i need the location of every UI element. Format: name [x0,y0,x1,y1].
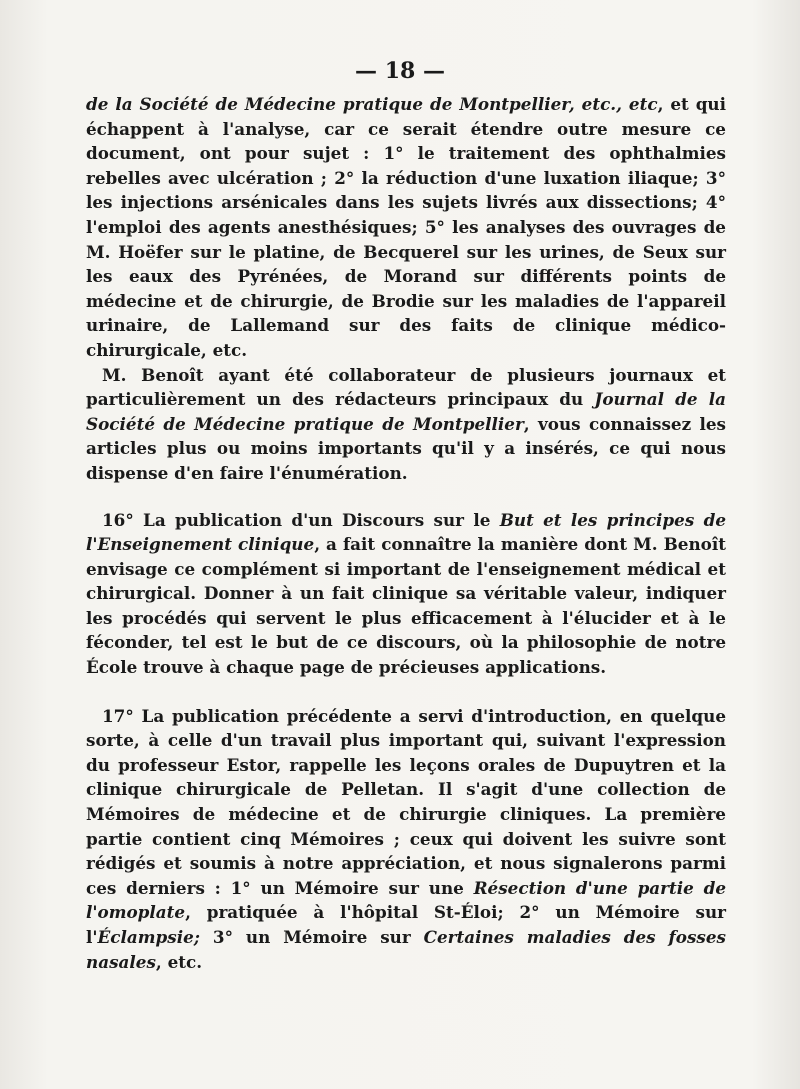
paragraph-continuation: de la Société de Médecine pratique de Montpellier, etc., etc, et qui échappent à l'analyse, car ce serait étendre outre mesure ce document, ont pour sujet : 1° le traitement des ophthalmies rebelles avec ulcération ; 2° la réduction d'une luxation iliaque; 3° les injections arsénicales dans les sujets livrés aux dissections; 4° l'emploi des agents anesthésiques; 5° les analyses des ouvrages de M. Hoëfer sur le platine, de Becquerel sur les urines, de Seux sur les eaux des Pyrénées, de Morand sur différents points de médecine et de chirurgie, de Brodie sur les maladies de l'appareil urinaire, de Lallemand sur des faits de clinique médico-chirurgicale, etc. [86,94,727,360]
body-text [86,92,726,974]
italic-fosses-nasales-title: Certaines maladies des fosses nasales [86,927,726,972]
italic-eclampsie-title: Éclampsie; [97,927,200,947]
paragraph-benoit-collaborator: M. Benoît ayant été collaborateur de plusieurs journaux et particulièrement un des rédacteurs principaux du Journal de la Société de Médecine pratique de Montpellier, vous connaissez les articles plus ou moins importants qu'il y a insérés, ce qui nous dispense d'en faire l'énumération. [86,364,727,483]
paragraph-16: 16° La publication d'un Discours sur le But et les principes de l'Enseignement clinique, a fait connaître la manière dont M. Benoît envisage ce complément si important de l'enseignement médical et chirurgical. Donner à un fait clinique sa véritable valeur, indiquer les procédés qui servent le plus efficacement à l'élucider et à le féconder, tel est le but de ce discours, où la philosophie de notre École trouve à chaque page de précieuses applications. [86,509,726,678]
italic-resection-title: Résection d'une partie de l'omoplate [86,877,727,923]
italic-citation: de la Société de Médecine pratique de Montpellier, etc., etc [86,94,658,114]
paragraph-17: 17° La publication précédente a servi d'introduction, en quelque sorte, à celle d'un travail plus important qui, suivant l'expression du professeur Estor, rappelle les leçons orales de Dupuytren et la clinique chirurgicale de Pelletan. Il s'agit d'une collection de Mémoires de médecine et de chirurgie cliniques. La première partie contient cinq Mémoires ; ceux qui doivent les suivre sont rédigés et soumis à notre appréciation, et nous signalerons parmi ces derniers : 1° un Mémoire sur une Résection d'une partie de l'omoplate, pratiquée à l'hôpital St-Éloi; 2° un Mémoire sur l'Éclampsie; 3° un Mémoire sur Certaines maladies des fosses nasales, etc. [86,705,727,972]
italic-discours-title: But et les principes de l'Enseignement clinique [86,509,726,555]
page-number: — 18 — [355,58,445,84]
italic-journal-title: Journal de la Société de Médecine pratique de Montpellier [86,389,727,434]
